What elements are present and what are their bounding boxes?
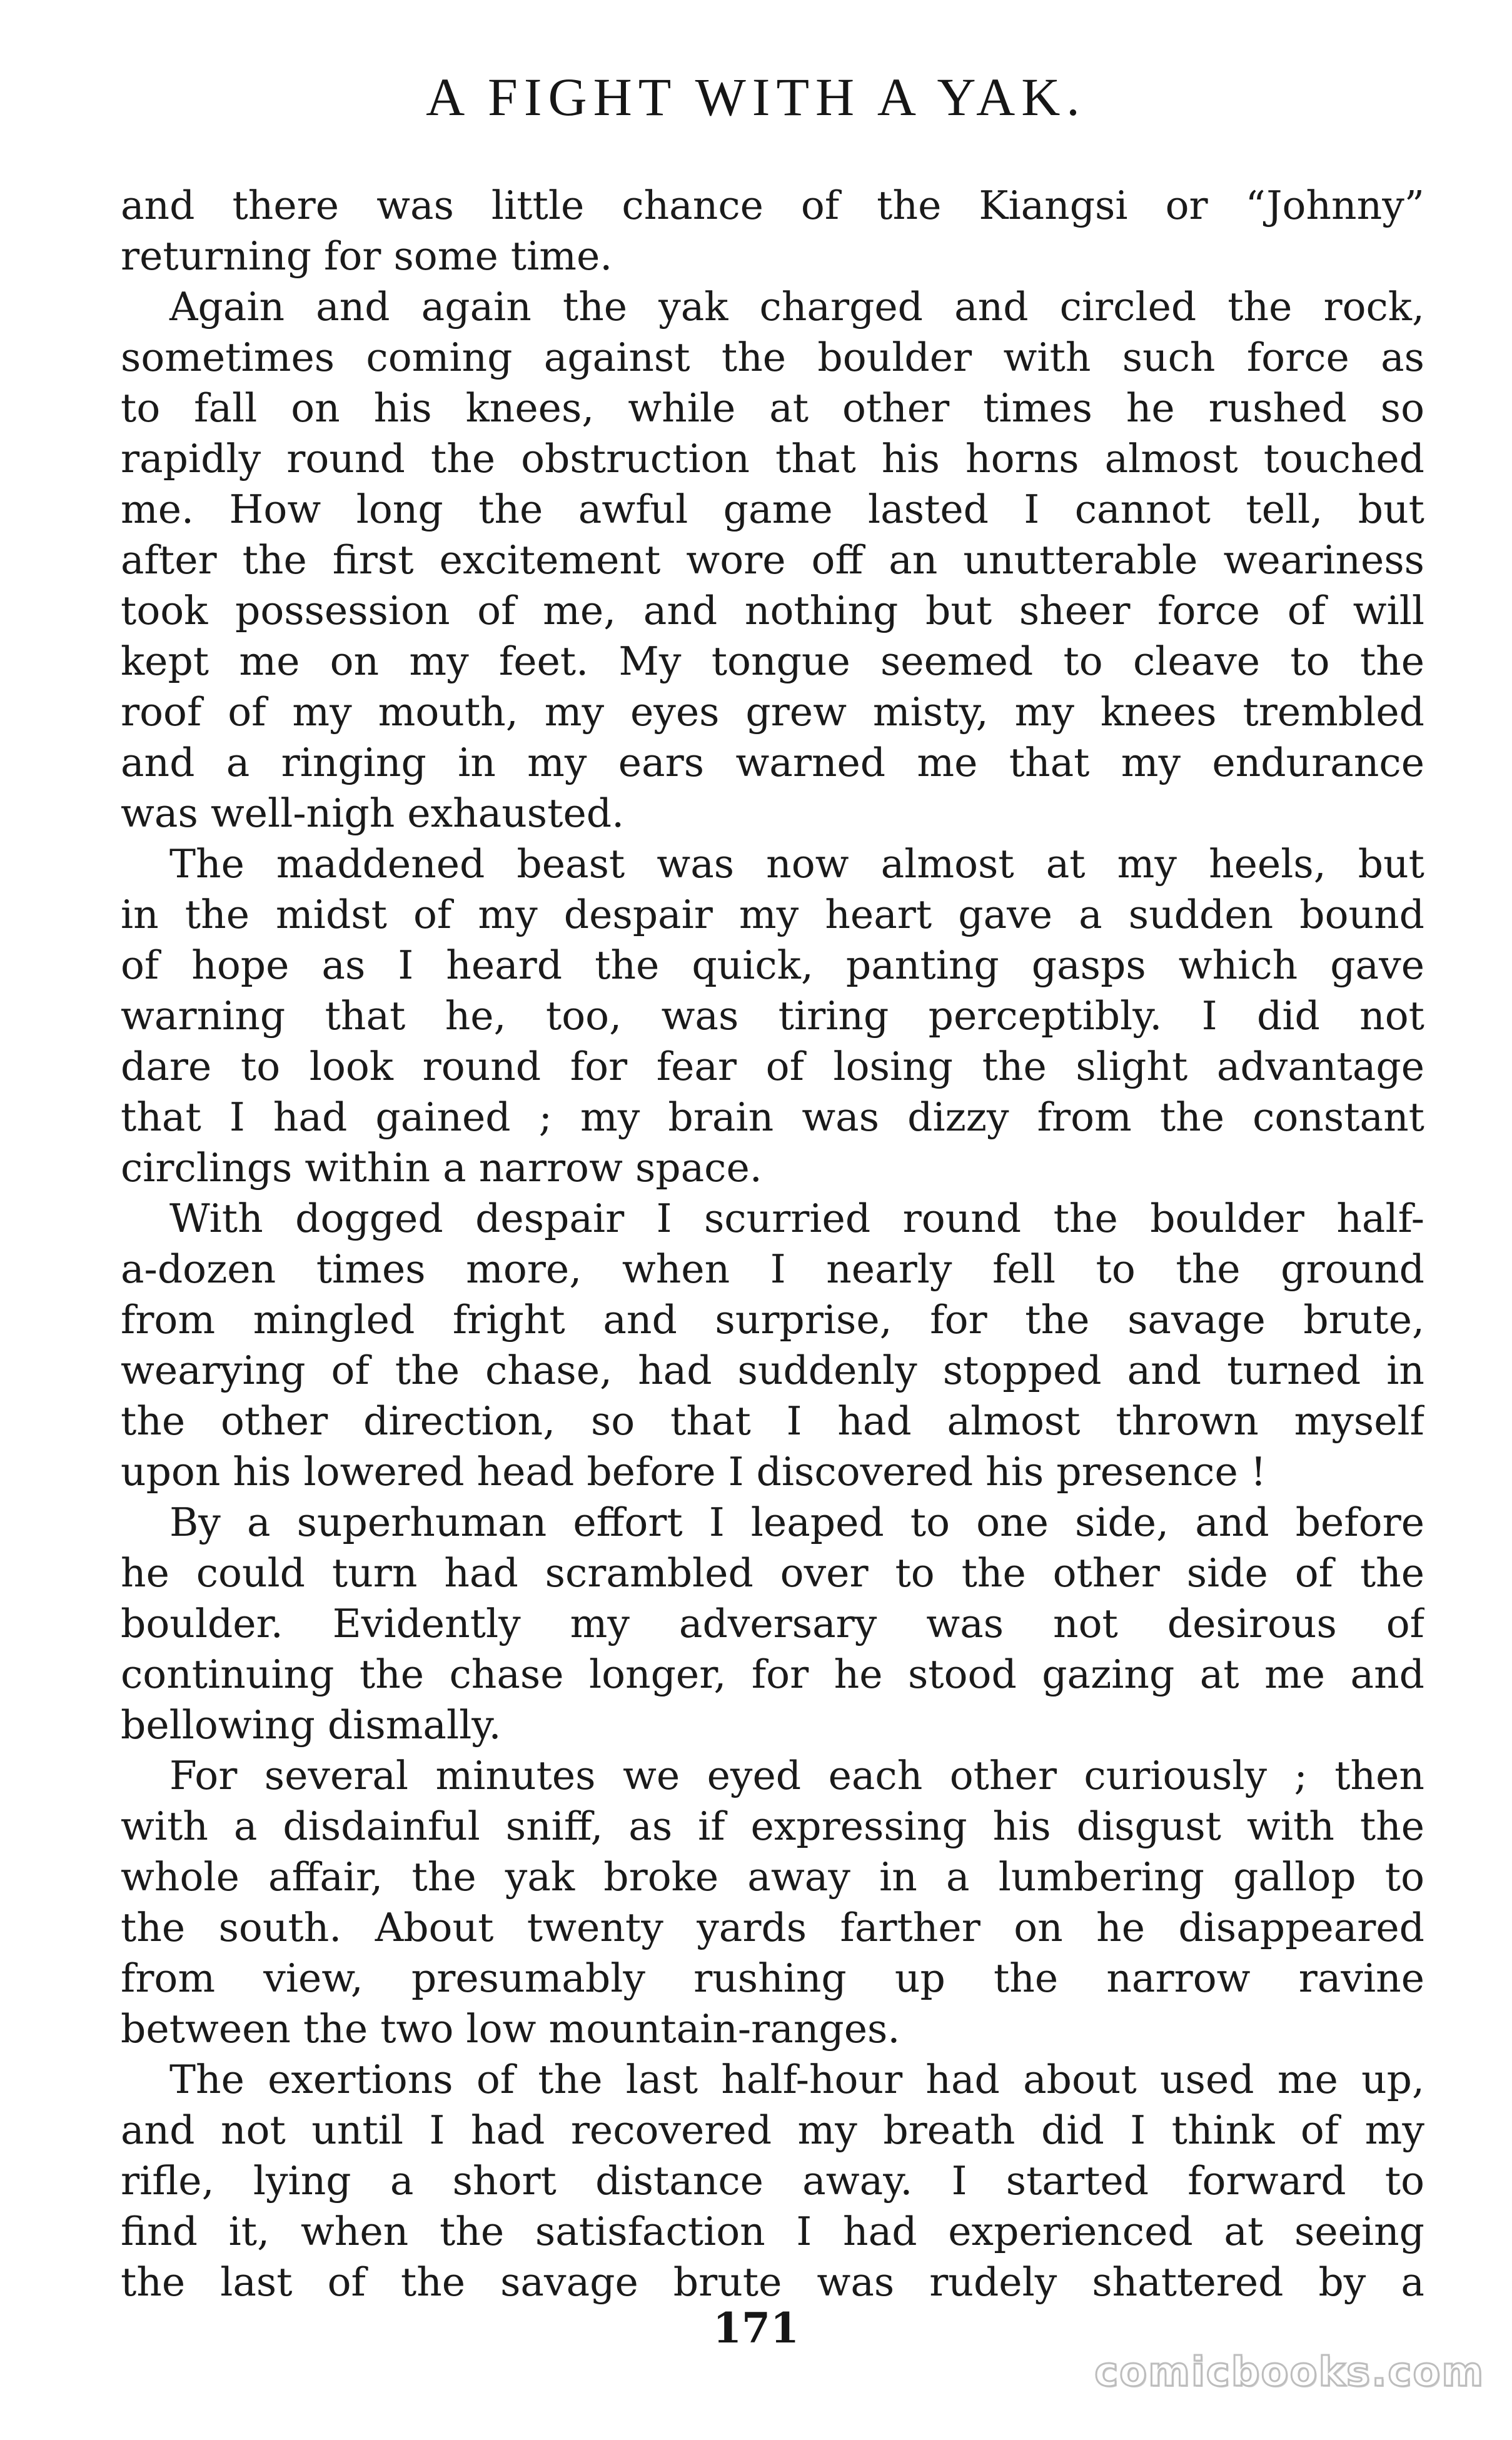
text-line: continuing the chase longer, for he stood gazing at me and [121,1651,1424,1697]
page-number: 171 [713,2304,799,2352]
text-line: after the first excitement wore off an unutterable weariness [121,537,1424,583]
text-line: and there was little chance of the Kiangsi or “Johnny” [121,183,1424,228]
text-line: The maddened beast was now almost at my heels, but [169,841,1424,887]
text-line: from view, presumably rushing up the narrow ravine [121,1955,1424,2001]
running-head: A FIGHT WITH A YAK. [426,67,1086,127]
text-line: the south. About twenty yards farther on he disappeared [121,1905,1424,1950]
text-line: warning that he, too, was tiring perceptibly. I did not [121,993,1424,1039]
text-line: with a disdainful sniff, as if expressing his disgust with the [121,1803,1424,1849]
text-line: bellowing dismally. [121,1702,501,1748]
text-line: returning for some time. [121,233,613,279]
text-line: that I had gained ; my brain was dizzy from the constant [121,1094,1424,1140]
text-line: sometimes coming against the boulder with such force as [121,335,1424,380]
text-line: With dogged despair I scurried round the boulder half- [169,1196,1424,1241]
text-line: was well-nigh exhausted. [121,790,625,836]
text-line: upon his lowered head before I discovered his presence ! [121,1449,1267,1495]
paragraph-4 [121,1193,1424,1497]
text-line: and not until I had recovered my breath did I think of my [121,2107,1424,2153]
text-line: from mingled fright and surprise, for the savage brute, [121,1297,1424,1343]
text-line: between the two low mountain-ranges. [121,2006,900,2052]
text-line: whole affair, the yak broke away in a lumbering gallop to [121,1854,1424,1900]
body-text [121,180,1424,2307]
text-line: in the midst of my despair my heart gave a sudden bound [121,892,1424,937]
text-line: of hope as I heard the quick, panting gasps which gave [121,942,1424,988]
text-line: By a superhuman effort I leaped to one side, and before [169,1500,1424,1545]
text-line: roof of my mouth, my eyes grew misty, my knees trembled [121,689,1424,735]
text-line: circlings within a narrow space. [121,1145,762,1191]
paragraph-5 [121,1497,1424,1750]
paragraph-1 [121,180,1424,281]
text-line: a-dozen times more, when I nearly fell to the ground [121,1246,1424,1292]
text-line: dare to look round for fear of losing the slight advantage [121,1044,1424,1089]
text-line: the other direction, so that I had almost thrown myself [121,1398,1424,1444]
text-line: he could turn had scrambled over to the other side of the [121,1550,1424,1596]
text-line: find it, when the satisfaction I had experienced at seeing [121,2209,1424,2254]
text-line: the last of the savage brute was rudely shattered by a [121,2259,1424,2305]
text-line: The exertions of the last half-hour had about used me up, [169,2057,1424,2102]
text-line: Again and again the yak charged and circled the rock, [169,284,1424,330]
text-line: wearying of the chase, had suddenly stopped and turned in [121,1348,1424,1393]
text-line: rapidly round the obstruction that his horns almost touched [121,436,1424,481]
text-line: boulder. Evidently my adversary was not desirous of [121,1601,1424,1646]
text-line: kept me on my feet. My tongue seemed to cleave to the [121,638,1424,684]
paragraph-2 [121,281,1424,839]
paragraph-3 [121,839,1424,1193]
paragraph-6 [121,1750,1424,2054]
text-line: rifle, lying a short distance away. I started forward to [121,2158,1424,2204]
paragraph-7 [121,2054,1424,2307]
text-line: me. How long the awful game lasted I cannot tell, but [121,486,1424,532]
text-line: to fall on his knees, while at other times he rushed so [121,385,1424,431]
text-line: took possession of me, and nothing but sheer force of will [121,588,1424,633]
text-line: For several minutes we eyed each other curiously ; then [169,1753,1424,1798]
watermark: comicbooks.com [1094,2349,1484,2396]
text-line: and a ringing in my ears warned me that my endurance [121,740,1424,785]
